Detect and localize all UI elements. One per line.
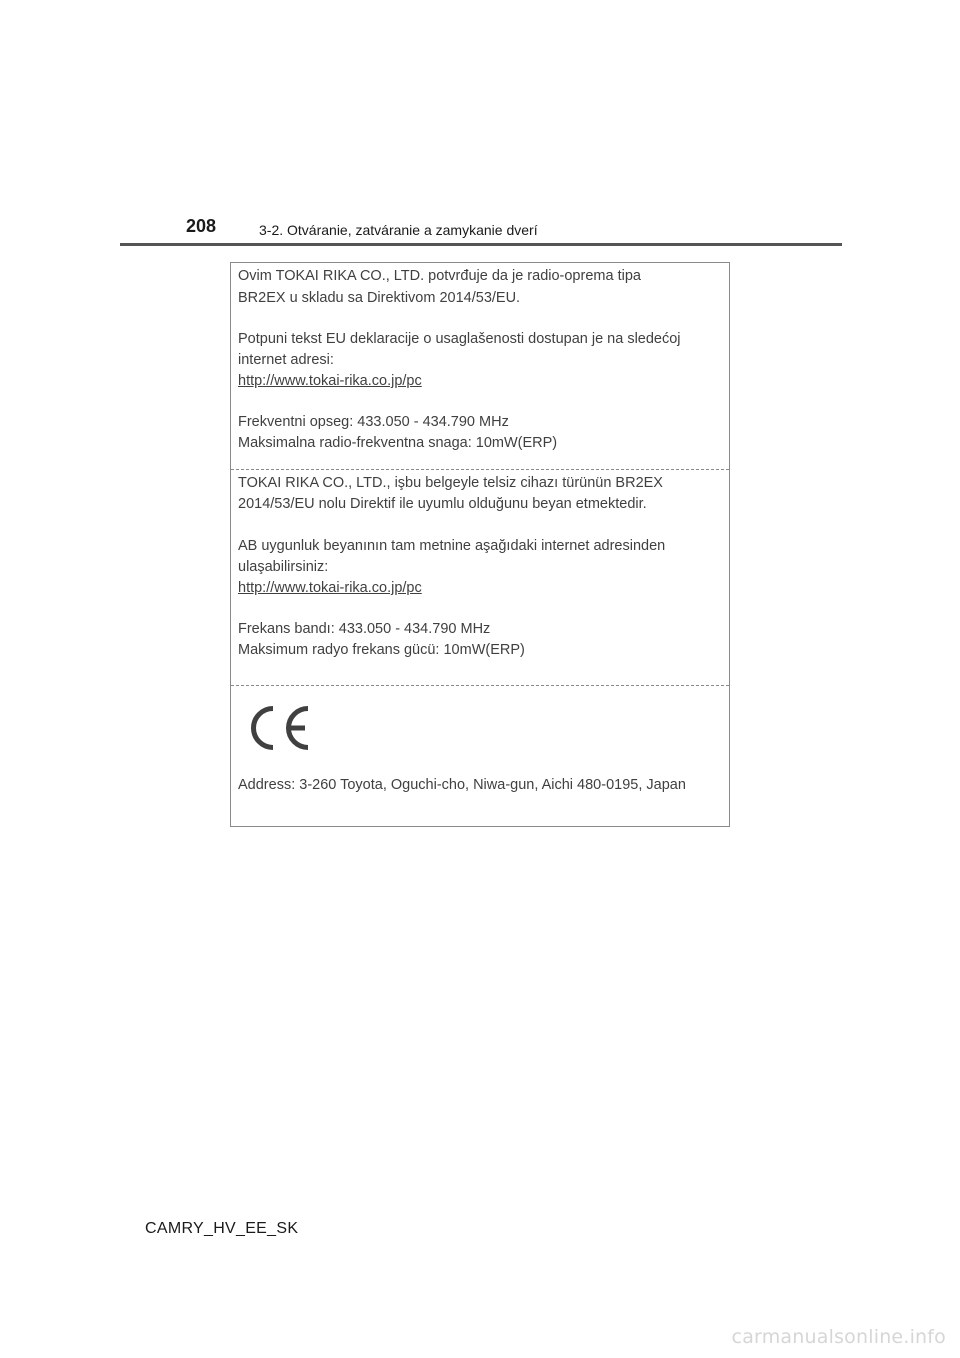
turkish-frequency: Frekans bandı: 433.050 - 434.790 MHz bbox=[238, 621, 491, 637]
turkish-line-4: ulaşabilirsiniz: bbox=[238, 559, 329, 575]
header-rule bbox=[120, 243, 842, 246]
declaration-box bbox=[230, 262, 730, 827]
turkish-line-1: TOKAI RIKA CO., LTD., işbu belgeyle telsiz cihazı türünün BR2EX bbox=[238, 475, 663, 491]
section-title: 3-2. Otváranie, zatváranie a zamykanie dverí bbox=[259, 222, 538, 238]
serbian-frequency: Frekventni opseg: 433.050 - 434.790 MHz bbox=[238, 414, 509, 430]
turkish-link[interactable]: http://www.tokai-rika.co.jp/pc bbox=[238, 580, 422, 596]
turkish-power: Maksimum radyo frekans gücü: 10mW(ERP) bbox=[238, 642, 525, 658]
manufacturer-section bbox=[231, 686, 729, 826]
serbian-line-4: internet adresi: bbox=[238, 352, 334, 368]
serbian-power: Maksimalna radio-frekventna snaga: 10mW(ERP) bbox=[238, 435, 558, 451]
page-number: 208 bbox=[186, 216, 217, 236]
serbian-line-1: Ovim TOKAI RIKA CO., LTD. potvrđuje da je radio-oprema tipa bbox=[238, 268, 641, 284]
watermark: carmanualsonline.info bbox=[731, 1326, 946, 1348]
turkish-line-3: AB uygunluk beyanının tam metnine aşağıdaki internet adresinden bbox=[238, 538, 666, 554]
serbian-line-3: Potpuni tekst EU deklaracije o usaglašenosti dostupan je na sledećoj bbox=[238, 331, 681, 347]
manufacturer-address: Address: 3-260 Toyota, Oguchi-cho, Niwa-gun, Aichi 480-0195, Japan bbox=[238, 777, 686, 793]
ce-mark-icon bbox=[247, 703, 313, 753]
serbian-declaration bbox=[231, 263, 729, 470]
turkish-declaration bbox=[231, 470, 729, 686]
turkish-line-2: 2014/53/EU nolu Direktif ile uyumlu olduğunu beyan etmektedir. bbox=[238, 496, 647, 512]
page-footer: CAMRY_HV_EE_SK bbox=[145, 1220, 299, 1237]
serbian-link[interactable]: http://www.tokai-rika.co.jp/pc bbox=[238, 373, 422, 389]
serbian-line-2: BR2EX u skladu sa Direktivom 2014/53/EU. bbox=[238, 290, 521, 306]
